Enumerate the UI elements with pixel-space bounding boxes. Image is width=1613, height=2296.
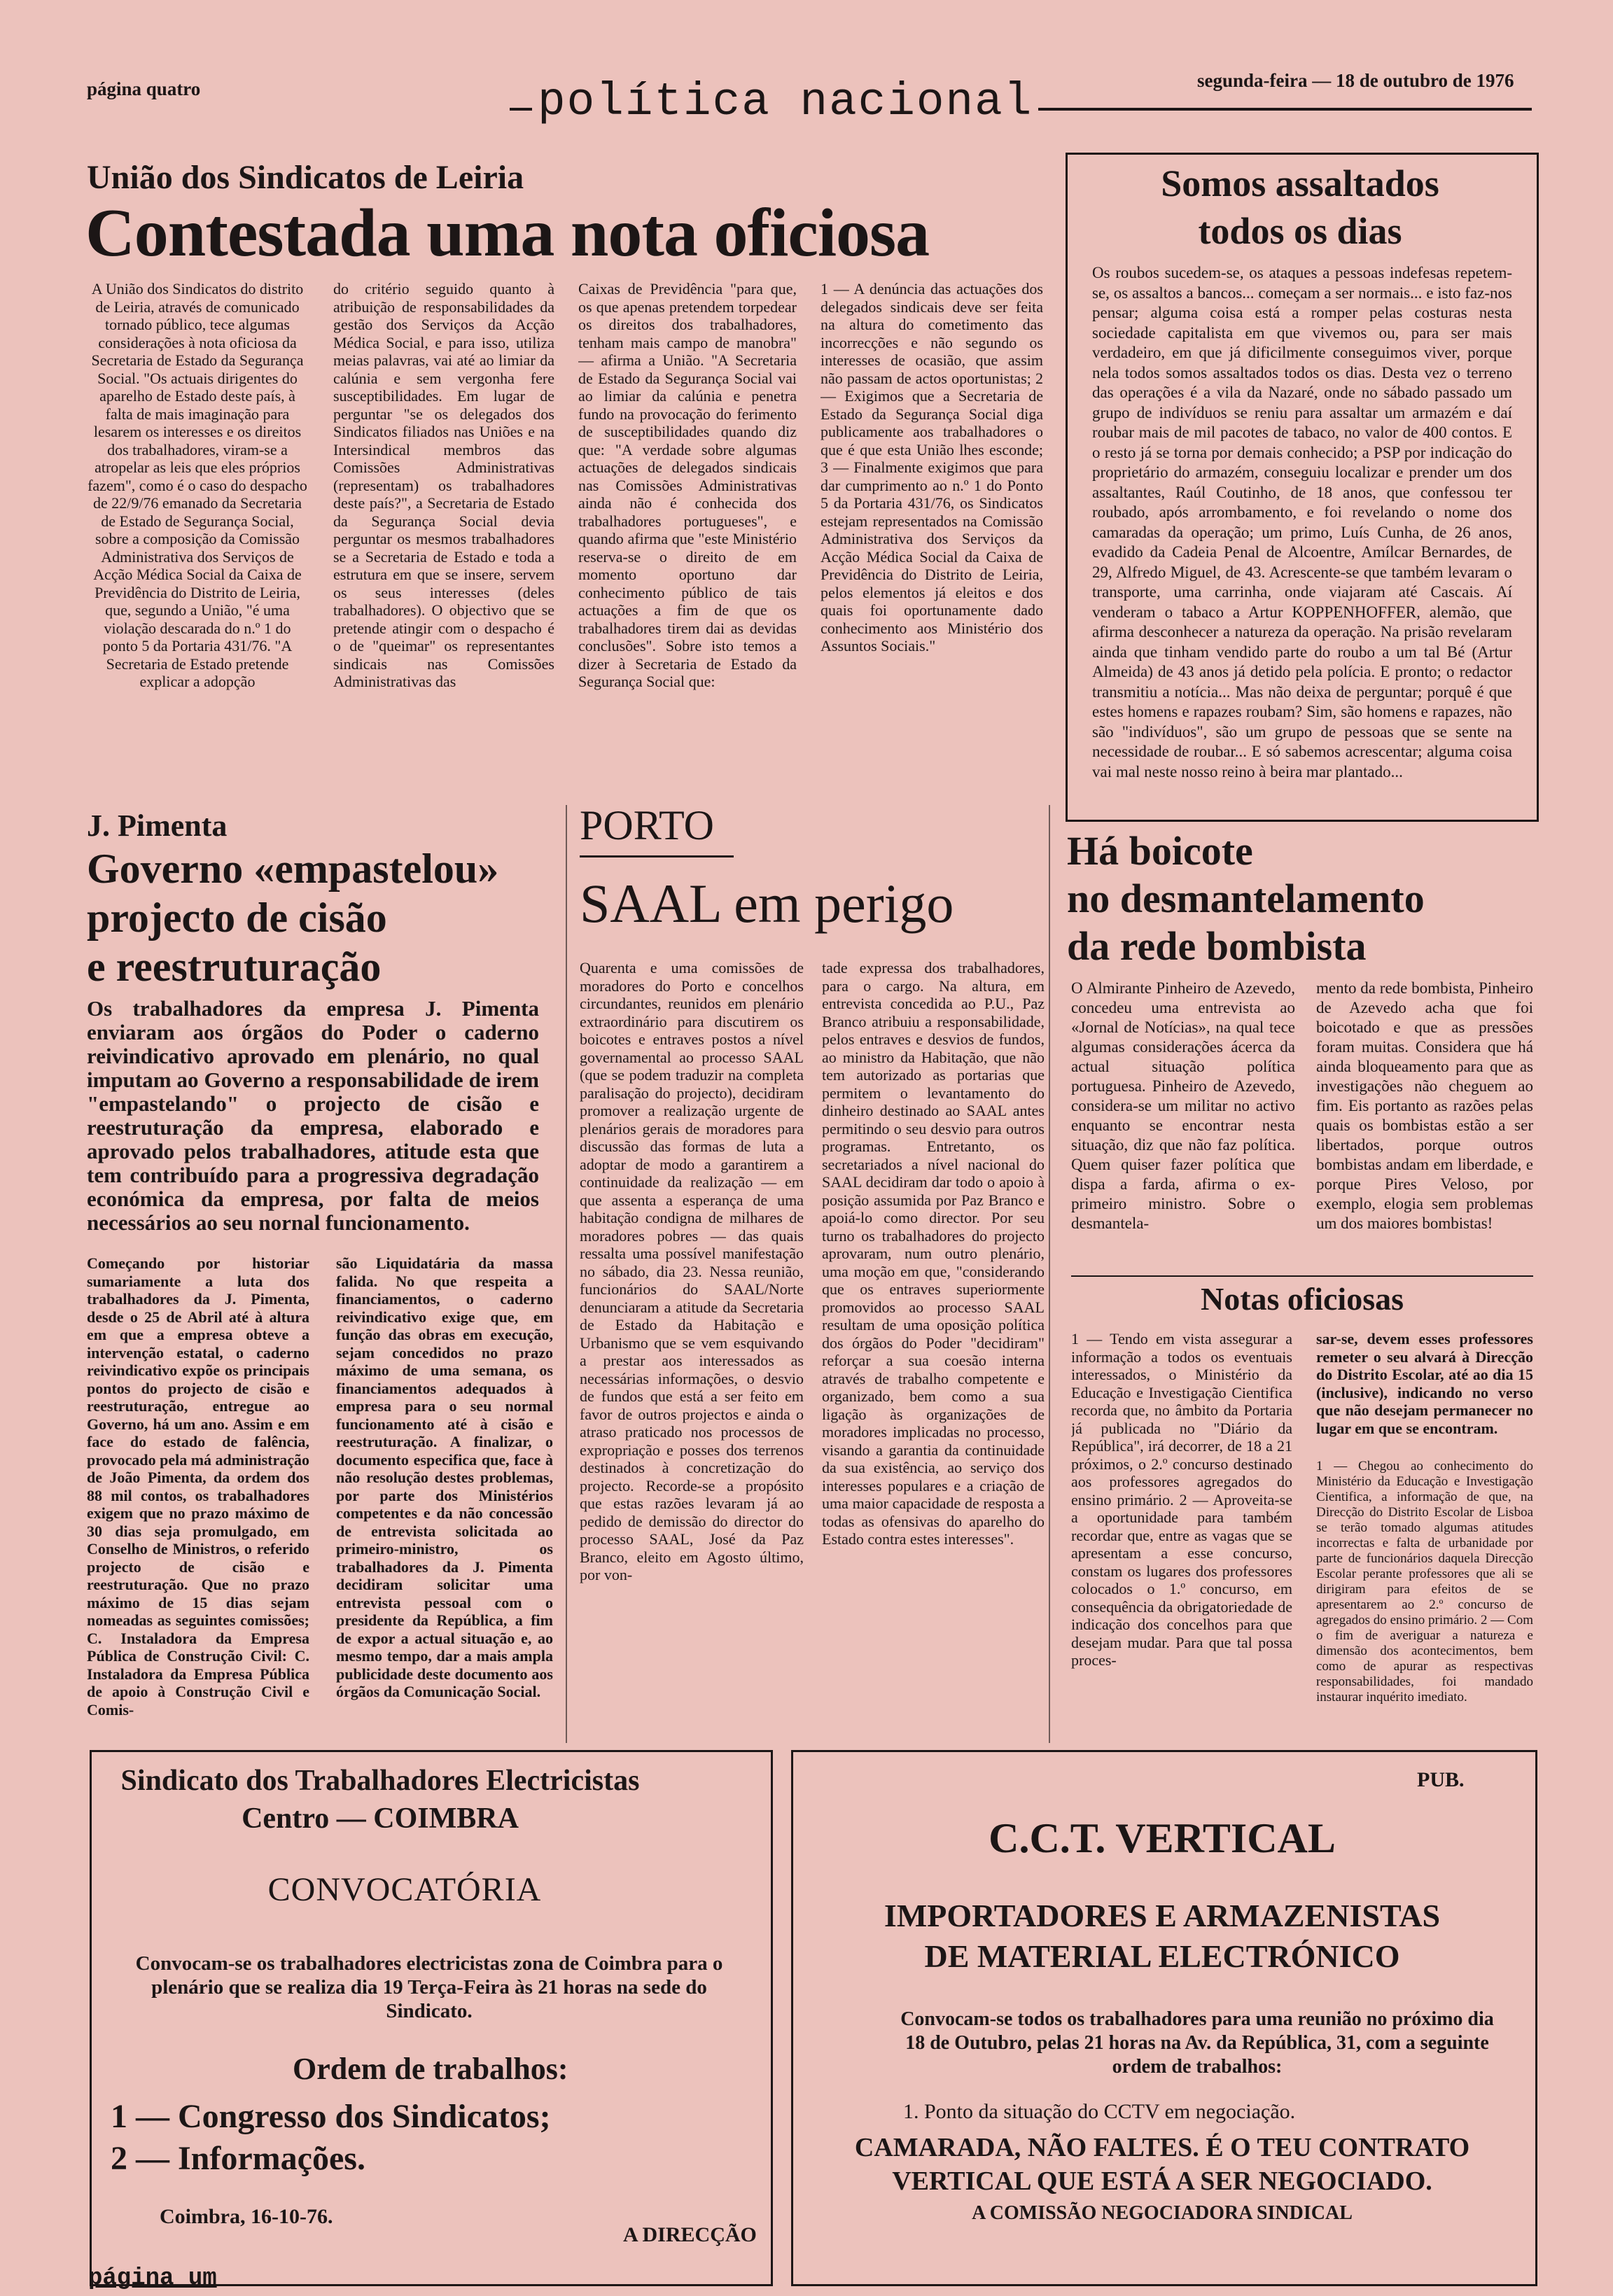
electricistas-signature: A DIRECÇÃO — [623, 2223, 757, 2246]
cct-call-2: VERTICAL QUE ESTÁ A SER NEGOCIADO. — [892, 2166, 1432, 2196]
leiria-col-1: A União dos Sindicatos do distrito de Leiria, através de comunicado tornado público, tece algumas considerações à nota oficiosa da Secretaria de Estado da Segurança Social. "Os actuais dirigentes do aparelho de Estado deste país, à falta de mais imaginação para lesarem os interesses e os direitos dos trabalhadores, viram-se a atropelar as leis que eles próprios fazem", como é o caso do despacho de 22/9/76 emanado da Secretaria de Estado de Segurança Social, sobre a composição da Comissão Administrativa dos Serviços de Acção Médica Social da Caixa de Previdência do Distrito de Leiria, que, segundo a União, "é uma violação descarada do n.º 1 do ponto 5 da Portaria 431/76. "A Secretaria de Estado pretende explicar a adopção — [88, 280, 307, 690]
column-divider — [1049, 805, 1050, 1743]
electricistas-item-1: 1 — Congresso dos Sindicatos; — [111, 2098, 551, 2135]
pimenta-headline-3: e reestruturação — [87, 944, 382, 990]
cct-title: C.C.T. VERTICAL — [989, 1815, 1336, 1861]
pimenta-col-1: Começando por historiar sumariamente a luta dos trabalhadores da J. Pimenta, desde o 25 de Abril até à altura em que a empresa obteve a intervenção estatal, o caderno reivindicativo expõe os principais pontos do projecto de cisão e reestruturação, entregue ao Governo, há um ano. Assim e em face do estado de falência, provocado pela má administração de João Pimenta, da ordem dos 88 mil contos, os trabalhadores exigem que no prazo máximo de 30 dias seja promulgado, em Conselho de Ministros, o referido projecto de cisão e reestruturação. Que no prazo máximo de 15 dias sejam nomeadas as seguintes comissões; C. Instaladora da Empresa Pública de Construção Civil: C. Instaladora da Empresa Pública de apoio à Construção Civil e Comis- — [87, 1254, 309, 1718]
cct-item: 1. Ponto da situação do CCTV em negociação. — [903, 2100, 1296, 2123]
cct-subtitle-2: DE MATERIAL ELECTRÓNICO — [924, 1938, 1400, 1974]
pimenta-headline-1: Governo «empastelou» — [87, 846, 499, 892]
notas-headline: Notas oficiosas — [1200, 1281, 1404, 1317]
electricistas-convocatoria: CONVOCATÓRIA — [267, 1871, 542, 1908]
notas-col-1: 1 — Tendo em vista assegurar a informação a todos os eventuais interessados, o Ministério da Educação e Investigação Cientifica recorda que, no âmbito da Portaria já publicada no "Diário da República", irá decorrer, de 18 a 21 próximos, o 2.º concurso destinado aos professores agregados do ensino primário. 2 — Aproveita-se a oportunidade para também recordar que, entre as vagas que se apresentam a esse concurso, constam os lugares dos professores colocados o 1.º concurso, em consequência da obrigatoriedade de indicação dos concelhos para que desejam mudar. Para que tal possa proces- — [1071, 1330, 1292, 1669]
assaltados-body: Os roubos sucedem-se, os ataques a pessoas indefesas repetem-se, os assaltos a bancos... começam a ser normais... e isto faz-nos pensar; alguma coisa está a romper pelas costuras nesta sociedade capitalista em que vivemos ou, para ser mais verdadeiro, em que já dificilmente conseguimos viver, porque nela todos somos assaltados todos os dias. Desta vez o terreno das operações é a vila da Nazaré, onde no sábado passado um grupo de indivíduos se reniu para assaltar um armazém e daí roubar mais de mil pacotes de tabaco, no valor de 400 contos. E o resto já se torna por demais conhecido; a PSP por indicação do proprietário do armazém, conseguiu localizar e prender um dos assaltantes, Raúl Coutinho, de 18 anos, que confessou ter roubado, após arrombamento, e foi revelando o nome dos camaradas da operação; um primo, Luís Cunha, de 26 anos, evadido da Cadeia Penal de Alcoentre, Amílcar Bernardes, de 29, Alfredo Miguel, de 43. Acrescente-se que também levaram o transporte, uma carrinha, onde viajaram até Cascais. Aí venderam o tabaco a Artur KOPPENHOFFER, alemão, que afirma desconhecer a natureza da operação. Na prisão revelaram ainda que tinham vendido parte do roubo a um tal Bé (Artur Almeida) de 43 anos já detido pela polícia. E pronto; o redactor transmitiu a notícia... Mas não deixa de perguntar; porquê é que estes homens e rapazes roubam? Sim, são homens e rapazes, não são "indivíduos", são um grupo de pessoas que se sente na necessidade de roubar... E só sabemos acrescentar; alguma coisa vai mal neste nosso reino à beira mar plantado... — [1092, 264, 1512, 780]
boicote-headline-1: Há boicote — [1067, 828, 1253, 874]
porto-col-1: Quarenta e uma comissões de moradores do Porto e concelhos circundantes, reunidos em plenário extraordinário para discutirem os boicotes e entraves postos a nível governamental ao processo SAAL (que se podem traduzir na completa paralisação do projecto), decidiram promover a realização urgente de plenários gerais de moradores para discussão das formas de luta a adoptar de modo a garantirem a continuidade da realização — em que assenta a esperança de uma habitação condigna de milhares de moradores pobres — das quais ressalta uma possível manifestação no sábado, dia 23. Nessa reunião, funcionários do SAAL/Norte denunciaram a atitude da Secretaria de Estado da Habitação e Urbanismo que se vem esquivando a prestar aos interessados as necessárias informações, o desvio de fundos que está a ser feito em favor de outros projectos e ainda o atraso praticado nos processos de expropriação e posses dos terrenos destinados à concretização do projecto. Recorde-se a propósito que estas razões levaram já ao pedido de demissão do director do processo SAAL, José da Paz Branco, eleito em Agosto último, por von- — [580, 959, 804, 1583]
pimenta-headline-2: projecto de cisão — [87, 895, 387, 941]
cct-signature: A COMISSÃO NEGOCIADORA SINDICAL — [972, 2202, 1353, 2224]
porto-col-2: tade expressa dos trabalhadores, para o cargo. Na altura, em entrevista concedida ao P.U., Paz Branco atribuiu a responsabilidade, pelos entraves e desvios de fundos, ao ministro da Habitação, que não tem autorizado as portarias que permitem o levantamento do dinheiro destinado ao SAAL antes permitindo o seu desvio para outros programas. Entretanto, os secretariados a nível nacional do SAAL decidiram dar todo o apoio à posição assumida por Paz Branco e apoiá-lo como director. Por seu turno os trabalhadores do projecto aprovaram, num outro plenário, uma moção em que, "considerando que os entraves superiormente promovidos ao processo SAAL resultam de uma oposição política dos órgãos do Poder "decidiram" reforçar a sua coesão interna através de trabalho competente e organizado, bem como a sua ligação às organizações de moradores implicadas no processo, visando a garantia da continuidade da sua existência, ao serviço dos interesses populares e a criação de uma maior capacidade de resposta a todas as ofensivas do aparelho do Estado contra estes interesses". — [822, 959, 1045, 1548]
porto-rule — [580, 855, 734, 858]
notas-col-2: sar-se, devem esses professores remeter o seu alvará à Direcção do Distrito Escolar, até ao dia 15 (inclusive), indicando no verso que não desejam permanecer no lugar em que se encontram. — [1316, 1330, 1533, 1437]
leiria-kicker: União dos Sindicatos de Leiria — [87, 159, 524, 196]
section-title: política nacional — [532, 76, 1038, 128]
pimenta-col-2: são Liquidatária da massa falida. No que respeita a financiamentos, o caderno reivindicativo exige que, em função das obras em execução, sejam concedidos no prazo máximo de uma semana, os financiamentos adequados à empresa para o seu normal funcionamento até à cisão e reestruturação. A finalizar, o documento especifica que, face à não resolução destes problemas, por parte dos Ministérios competentes e da não concessão de entrevista solicitada ao primeiro-ministro, os trabalhadores da J. Pimenta decidiram solicitar uma entrevista pessoal com o presidente da República, a fim de expor a actual situação e, ao mesmo tempo, dar a mais ampla publicidade deste documento aos órgãos da Comunicação Social. — [336, 1254, 553, 1700]
cct-body: Convocam-se todos os trabalhadores para uma reunião no próximo dia 18 de Outubro, pelas 21 horas na Av. da República, 31, com a seguinte ordem de trabalhos: — [900, 2008, 1494, 2078]
leiria-col-4: 1 — A denúncia das actuações dos delegados sindicais deve ser feita na altura do cometimento das incorrecções e não segundo os interesses de ocasião, que assim não passam de actos oportunistas; 2 — Exigimos que a Secretaria de Estado da Segurança Social diga publicamente aos trabalhadores o que é que esta União lhes esconde; 3 — Finalmente exigimos que para dar cumprimento ao n.º 1 do Ponto 5 da Portaria 431/76, os Sindicatos estejam representados na Comissão Administrativa dos Serviços da Acção Médica Social da Caixa de Previdência do Distrito de Leiria, pelos elementos já eleitos e dos quais foi oportunamente dado conhecimento aos Ministério dos Assuntos Sociais." — [821, 280, 1043, 654]
porto-kicker: PORTO — [580, 802, 715, 848]
electricistas-body: Convocam-se os trabalhadores electricistas zona de Coimbra para o plenário que se realiza dia 19 Terça-Feira às 21 horas na sede do Sindicato. — [135, 1952, 723, 2022]
notas-rule — [1071, 1275, 1533, 1277]
leiria-col-2: do critério seguido quanto à atribuição de responsabilidades da gestão dos Serviços da Acção Médica Social, e para isso, utiliza meias palavras, vai até ao limiar da calúnia e sem vergonha fere susceptibilidades. Em lugar de perguntar "se os delegados dos Sindicatos filiados nas Uniões e na Intersindical membros das Comissões Administrativas (representam) os trabalhadores deste país?", a Secretaria de Estado da Segurança Social devia perguntar os mesmos trabalhadores se a Secretaria de Estado e toda a estrutura em que se insere, servem os seus interesses (deles trabalhadores). O objectivo que se pretende atingir com o despacho é o de "queimar" os representantes sindicais nas Comissões Administrativas das — [333, 280, 554, 690]
porto-headline: SAAL em perigo — [580, 873, 954, 934]
leiria-col-3: Caixas de Previdência "para que, os que apenas pretendem torpedear os direitos dos trabalhadores, tenham mais campo de manobra" — afirma a União. "A Secretaria de Estado da Segurança Social vai ao limiar da calúnia e penetra fundo na provocação do ferimento de susceptibilidades quando diz que: "A verdade sobre algumas actuações de delegados sindicais nas Comissões Administrativas ainda não é conhecida dos trabalhadores portugueses", e quando afirma que "este Ministério reserva-se o direito de em momento oportuno dar conhecimento público de tais actuações a fim de que os trabalhadores tirem dai as devidas conclusões". Sobre isto temos a dizer à Secretaria de Estado da Segurança Social que: — [578, 280, 797, 690]
pimenta-lead: Os trabalhadores da empresa J. Pimenta enviaram aos órgãos do Poder o caderno reivindicativo aprovado em plenário, no qual imputam ao Governo a responsabilidade de irem "empastelando" o projecto de cisão e reestruturação da empresa, elaborado e aprovado pelos trabalhadores, atitude esta que tem contribuído para a progressiva degradação económica da empresa, por falta de meios necessários ao seu nornal funcionamento. — [87, 997, 539, 1235]
pimenta-kicker: J. Pimenta — [87, 808, 228, 843]
assaltados-headline-2: todos os dias — [1198, 210, 1402, 252]
column-divider — [566, 805, 567, 1743]
electricistas-ordem: Ordem de trabalhos: — [293, 2052, 568, 2086]
boicote-headline-2: no desmantelamento — [1067, 876, 1425, 921]
electricistas-title-2: Centro — COIMBRA — [242, 1802, 519, 1835]
boicote-col-2: mento da rede bombista, Pinheiro de Azevedo acha que foi boicotado e que as pressões foram muitas. Considera que há ainda bloqueamento para que as investigações não cheguem ao fim. Eis portanto as razões pelas quais os bombistas estão a ser libertados, porque outros bombistas andam em liberdade, e porque Pires Veloso, por exemplo, elogia sem problemas um dos maiores bombistas! — [1316, 979, 1533, 1232]
notas-col-2b: 1 — Chegou ao conhecimento do Ministério da Educação e Investigação Cientifica, a informação de que, na Direcção do Distrito Escolar de Lisboa se terão tomado algumas atitudes incorrectas e falta de urbanidade por parte de funcionários daquela Direcção Escolar perante professores que ali se dirigiram para efeitos de se apresentarem ao 2.º concurso de agregados do ensino primário. 2 — Com o fim de averiguar a natureza e dimensão dos acontecimentos, bem como de apurar as respectivas responsabilidades, foi mandado instaurar inquérito imediato. — [1316, 1459, 1533, 1704]
page-label: página quatro — [87, 78, 201, 99]
electricistas-place-date: Coimbra, 16-10-76. — [160, 2205, 333, 2228]
boicote-headline-3: da rede bombista — [1067, 923, 1367, 969]
electricistas-item-2: 2 — Informações. — [111, 2140, 365, 2177]
leiria-headline: Contestada uma nota oficiosa — [85, 195, 930, 271]
cct-pub: PUB. — [1417, 1768, 1465, 1791]
assaltados-headline-1: Somos assaltados — [1161, 162, 1439, 204]
electricistas-title-1: Sindicato dos Trabalhadores Electricistas — [120, 1765, 640, 1797]
boicote-col-1: O Almirante Pinheiro de Azevedo, concedeu uma entrevista ao «Jornal de Notícias», na qual tece algumas considerações ácerca da actual situação política portuguesa. Pinheiro de Azevedo, considera-se um militar no activo enquanto se encontrar nesta situação, diz que não faz política. Quem quiser fazer política que dispa a farda, afirma o ex-primeiro ministro. Sobre o desmantela- — [1071, 979, 1295, 1232]
cct-subtitle-1: IMPORTADORES E ARMAZENISTAS — [884, 1898, 1441, 1933]
footer-label: página um — [88, 2265, 217, 2292]
date-line: segunda-feira — 18 de outubro de 1976 — [1197, 70, 1514, 91]
cct-call-1: CAMARADA, NÃO FALTES. É O TEU CONTRATO — [854, 2133, 1470, 2162]
